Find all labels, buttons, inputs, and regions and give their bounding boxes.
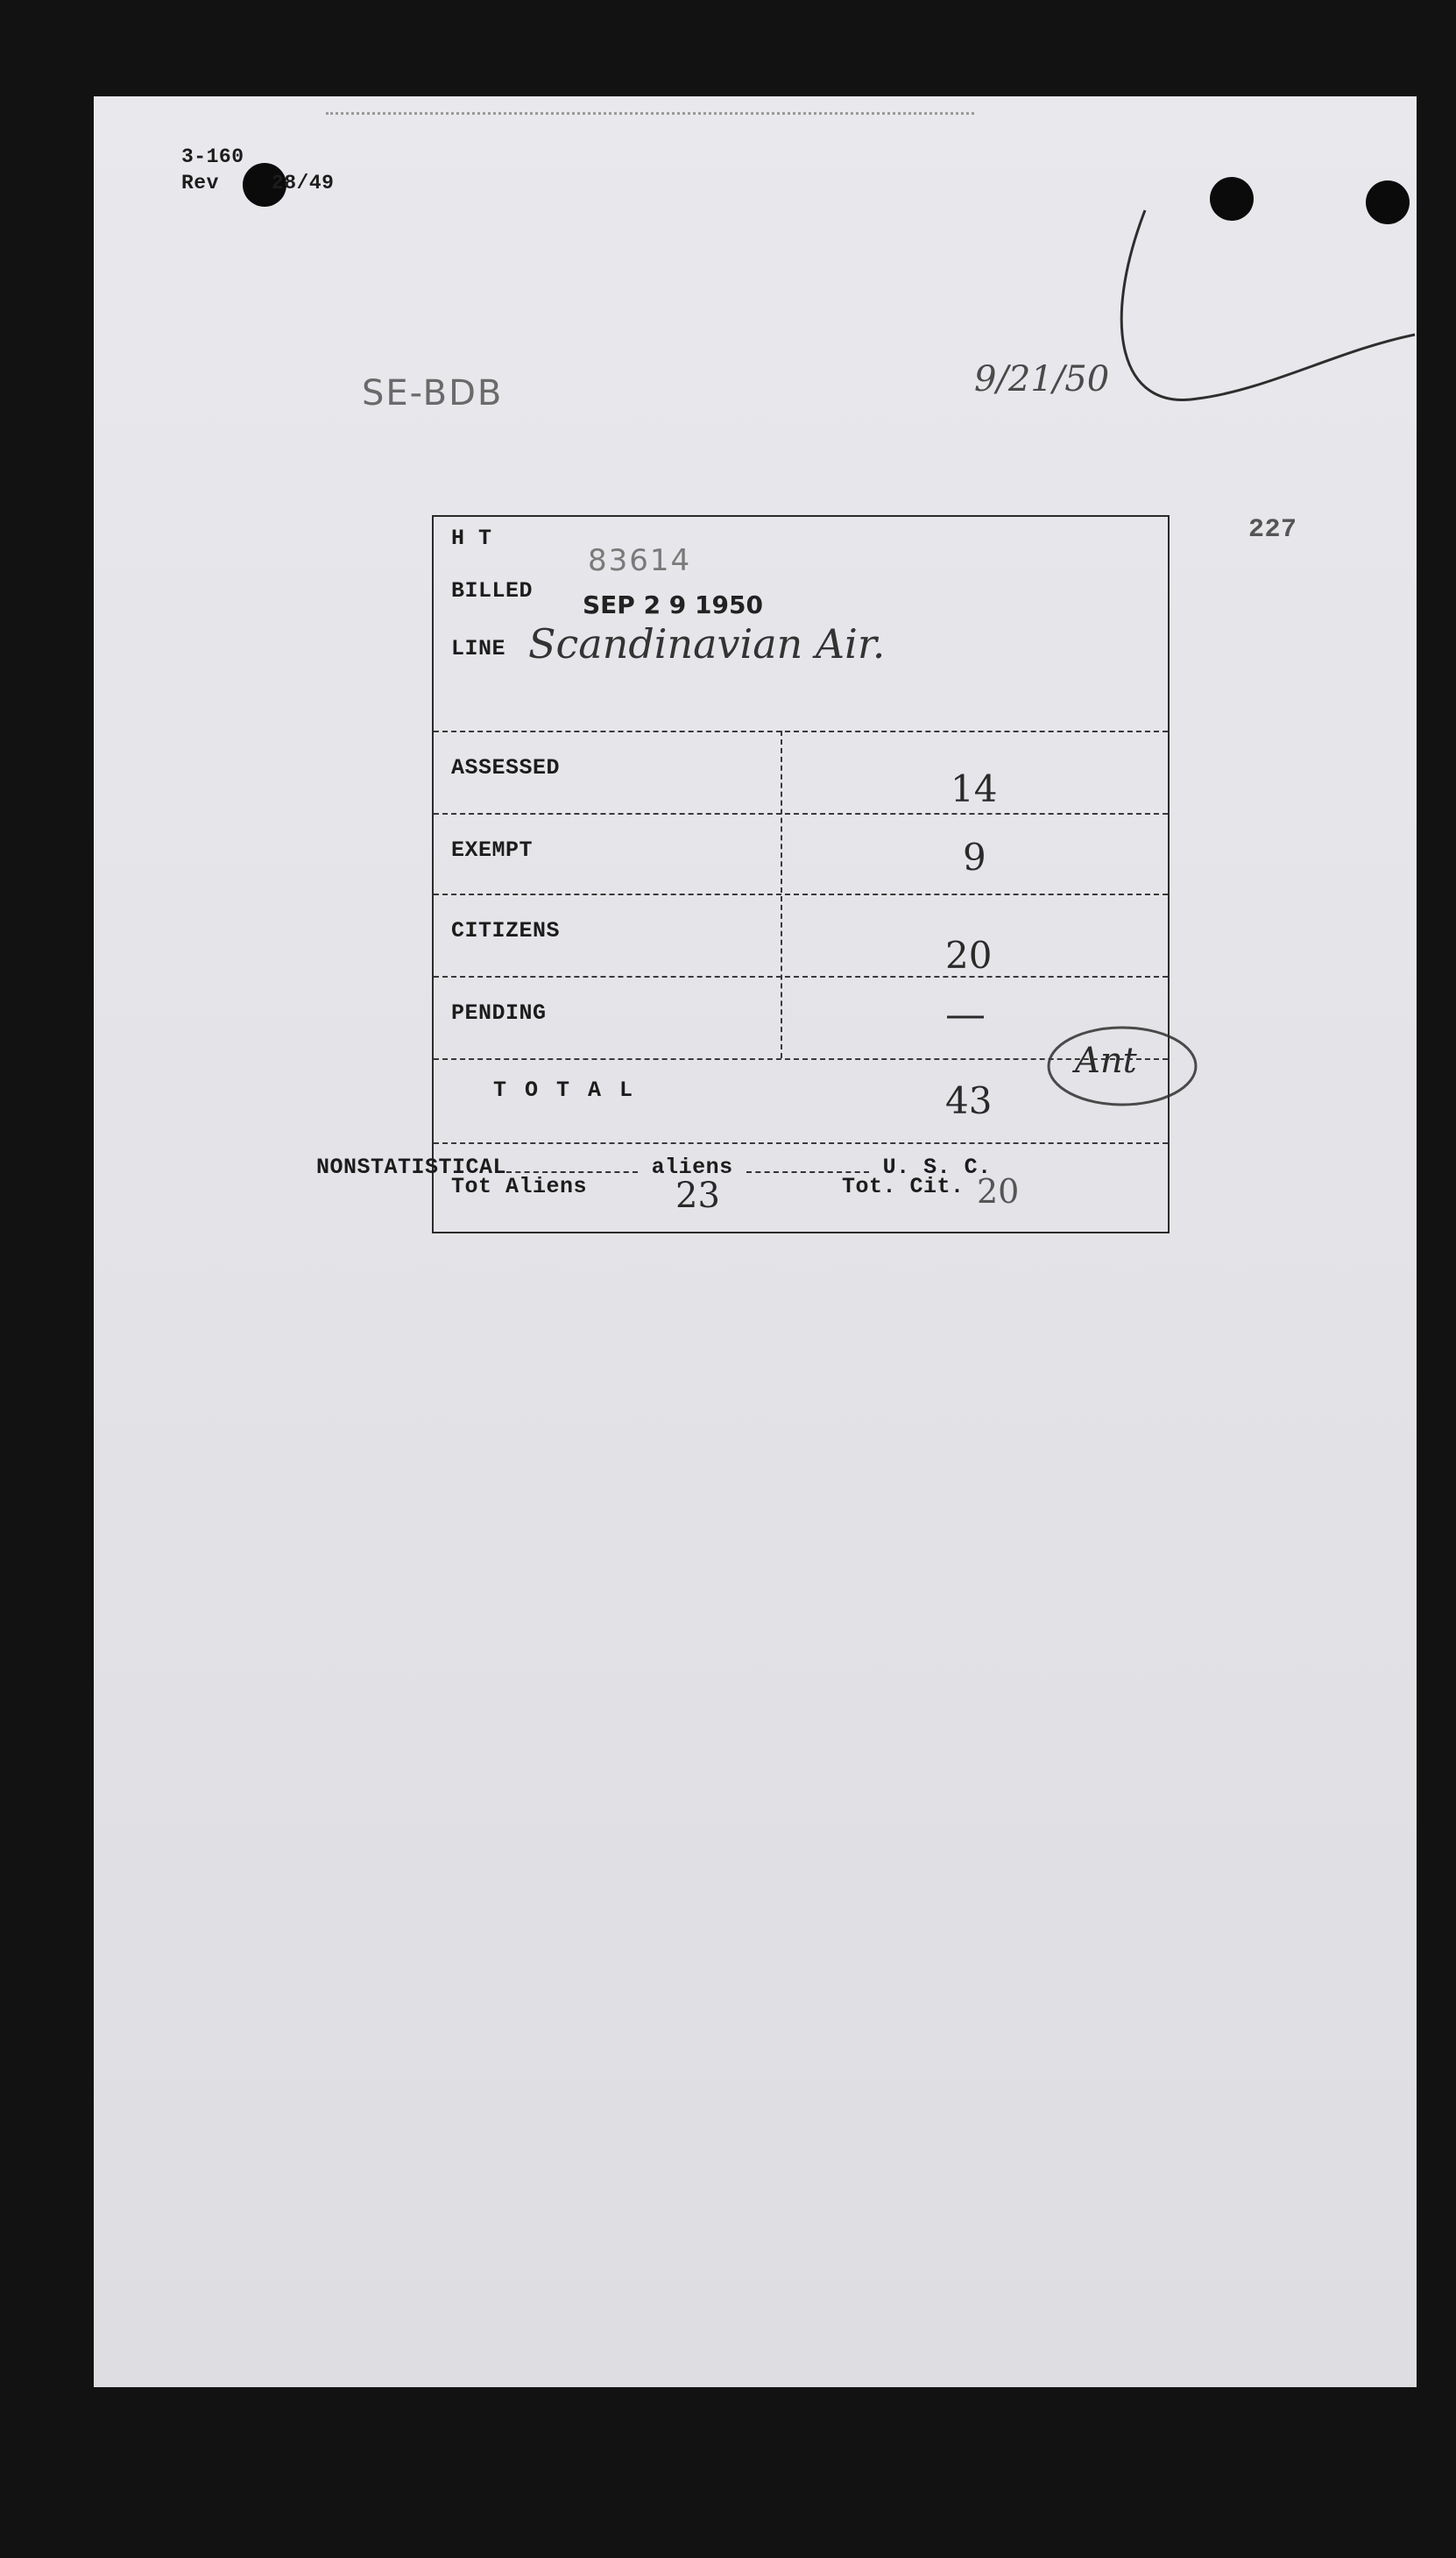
nonstatistical-blank — [506, 1171, 638, 1173]
usc-label: U. S. C. — [882, 1155, 992, 1180]
initials: Ant — [1075, 1041, 1137, 1081]
tot-cit-value: 20 — [977, 1172, 1020, 1211]
page-number: 227 — [1248, 515, 1297, 545]
total-value: 43 — [945, 1079, 993, 1122]
tot-aliens-value: 23 — [675, 1176, 720, 1216]
total-label: T O T A L — [493, 1078, 636, 1103]
line-value: Scandinavian Air. — [528, 620, 886, 668]
divider — [434, 813, 1168, 815]
form-revision — [181, 172, 334, 194]
punch-hole — [1366, 180, 1410, 224]
pending-value: — — [945, 990, 986, 1037]
ht-value: 83614 — [588, 543, 692, 578]
line-label: LINE — [451, 636, 506, 661]
exempt-label: EXEMPT — [451, 837, 534, 863]
exempt-value: 9 — [963, 836, 986, 879]
divider — [434, 894, 1168, 895]
column-divider — [781, 731, 782, 1058]
document-page — [94, 96, 1417, 2387]
office-code: SE-BDB — [362, 373, 504, 413]
form-revision-date: 28/49 — [271, 172, 335, 194]
citizens-label: CITIZENS — [451, 918, 561, 943]
billed-label: BILLED — [451, 578, 534, 604]
ht-label: H T — [451, 526, 492, 551]
nonstatistical-line — [316, 1155, 992, 1180]
aliens-blank — [746, 1171, 869, 1173]
tally-form — [432, 515, 1170, 1233]
punch-hole — [1210, 177, 1254, 221]
nonstatistical-label: NONSTATISTICAL — [316, 1155, 507, 1180]
divider — [434, 976, 1168, 978]
form-number: 3-160 — [181, 145, 244, 168]
divider — [434, 1058, 1168, 1060]
faint-header-line — [326, 112, 974, 115]
aliens-label: aliens — [651, 1155, 733, 1180]
assessed-value: 14 — [951, 767, 998, 810]
tot-aliens-label: Tot Aliens — [451, 1174, 588, 1199]
billed-stamp: SEP 2 9 1950 — [583, 590, 763, 619]
divider — [434, 731, 1168, 732]
form-revision-label: Rev — [181, 172, 219, 194]
citizens-value: 20 — [945, 934, 993, 977]
divider — [434, 1142, 1168, 1144]
date-written: 9/21/50 — [974, 359, 1110, 399]
assessed-label: ASSESSED — [451, 755, 561, 781]
tot-cit-label: Tot. Cit. — [842, 1174, 965, 1199]
initials-circle — [94, 96, 95, 97]
pending-label: PENDING — [451, 1000, 547, 1026]
